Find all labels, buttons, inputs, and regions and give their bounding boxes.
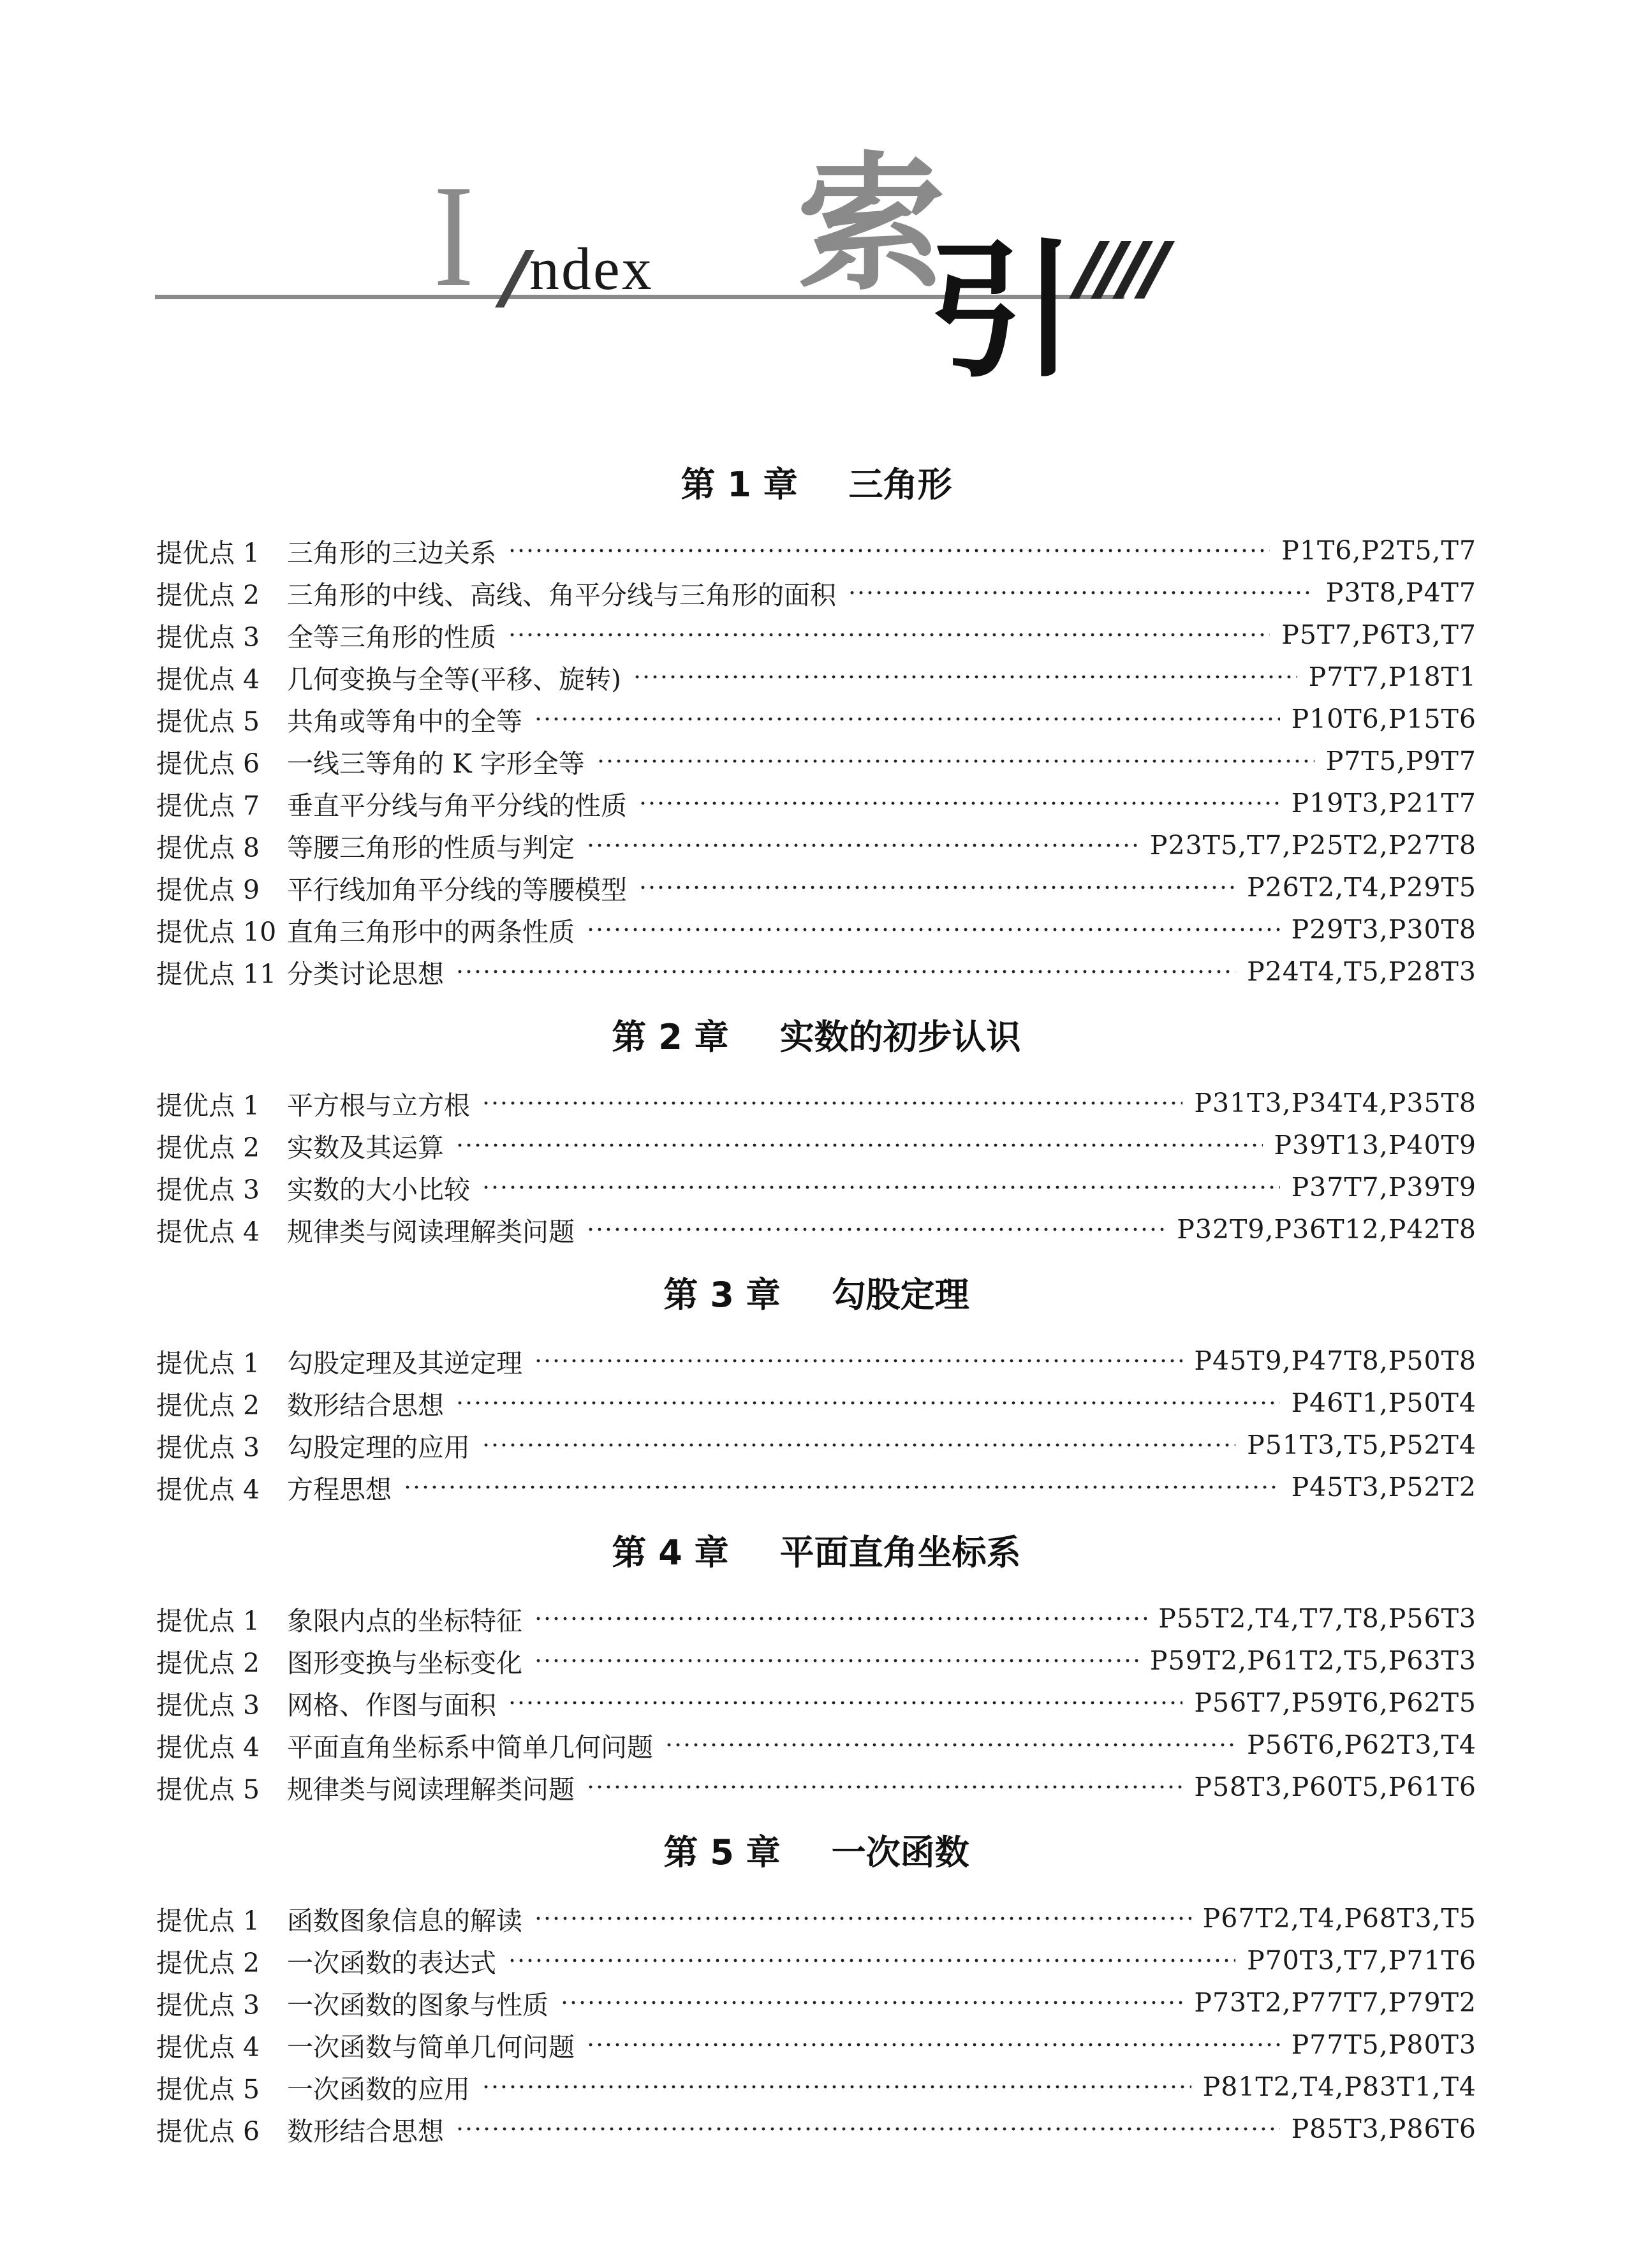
header-stripes-decoration — [1084, 241, 1199, 299]
dot-leader — [586, 1784, 1182, 1790]
dot-leader — [455, 2126, 1280, 2131]
dot-leader — [596, 759, 1314, 764]
index-entry[interactable] — [156, 530, 1476, 572]
entry-topic: 图形变换与坐标变化 — [287, 1647, 522, 1679]
dot-leader — [482, 1442, 1235, 1448]
entry-label: 提优点 1 — [156, 1605, 260, 1636]
entry-label: 提优点 3 — [156, 621, 260, 653]
index-entry[interactable] — [156, 1640, 1476, 1682]
entry-pages: P39T13,P40T9 — [1274, 1130, 1476, 1160]
entry-label: 提优点 1 — [156, 1347, 260, 1379]
dot-leader — [482, 1185, 1280, 1190]
dot-leader — [482, 2084, 1191, 2089]
index-entry[interactable] — [156, 824, 1476, 866]
entry-pages: P46T1,P50T4 — [1291, 1388, 1476, 1418]
chapter-section — [156, 1508, 1476, 1808]
dot-leader — [586, 2042, 1280, 2047]
entry-label: 提优点 1 — [156, 537, 260, 568]
index-entry[interactable] — [156, 1897, 1476, 1939]
index-entry[interactable] — [156, 1597, 1476, 1640]
entry-pages: P24T4,T5,P28T3 — [1247, 956, 1476, 987]
dot-leader — [586, 927, 1280, 932]
entry-pages: P77T5,P80T3 — [1291, 2029, 1476, 2060]
entry-label: 提优点 8 — [156, 832, 260, 863]
chapter-number: 第 4 章 — [612, 1532, 729, 1573]
entry-topic: 一线三等角的 K 字形全等 — [287, 748, 585, 779]
chapter-title — [156, 1508, 1476, 1597]
dot-leader — [508, 548, 1270, 553]
entry-label: 提优点 7 — [156, 790, 260, 821]
entry-topic: 三角形的中线、高线、角平分线与三角形的面积 — [287, 579, 836, 611]
entry-topic: 等腰三角形的性质与判定 — [287, 832, 575, 863]
index-entry[interactable] — [156, 1682, 1476, 1724]
entry-label: 提优点 6 — [156, 2116, 260, 2147]
entry-pages: P58T3,P60T5,P61T6 — [1194, 1772, 1476, 1802]
index-entry[interactable] — [156, 1208, 1476, 1250]
dot-leader — [482, 1101, 1182, 1106]
index-content — [156, 440, 1476, 2150]
dot-leader — [586, 1227, 1165, 1232]
entry-pages: P45T3,P52T2 — [1291, 1472, 1476, 1502]
entry-topic: 平行线加角平分线的等腰模型 — [287, 874, 627, 905]
dot-leader — [508, 1700, 1182, 1705]
index-entry[interactable] — [156, 740, 1476, 782]
chapter-name: 一次函数 — [831, 1832, 969, 1872]
entry-topic: 勾股定理的应用 — [287, 1432, 470, 1463]
dot-leader — [848, 590, 1314, 595]
entry-pages: P19T3,P21T7 — [1291, 788, 1476, 819]
entry-pages: P31T3,P34T4,P35T8 — [1194, 1088, 1476, 1118]
entry-label: 提优点 3 — [156, 1432, 260, 1463]
entry-label: 提优点 3 — [156, 1174, 260, 1205]
index-entry[interactable] — [156, 656, 1476, 698]
entry-pages: P7T7,P18T1 — [1308, 662, 1476, 692]
entry-topic: 网格、作图与面积 — [287, 1689, 496, 1721]
chapter-number: 第 3 章 — [663, 1275, 781, 1315]
entry-pages: P85T3,P86T6 — [1291, 2114, 1476, 2144]
chapter-section — [156, 993, 1476, 1250]
dot-leader — [455, 1143, 1263, 1148]
entry-label: 提优点 2 — [156, 1947, 260, 1978]
chapter-name: 勾股定理 — [831, 1275, 969, 1315]
entry-pages: P70T3,T7,P71T6 — [1247, 1945, 1476, 1976]
entry-pages: P23T5,T7,P25T2,P27T8 — [1149, 830, 1476, 861]
chapter-title — [156, 440, 1476, 530]
entry-label: 提优点 5 — [156, 1774, 260, 1805]
entry-label: 提优点 4 — [156, 663, 260, 695]
dot-leader — [638, 801, 1280, 806]
entry-label: 提优点 2 — [156, 1132, 260, 1163]
dot-leader — [633, 674, 1297, 679]
entry-pages: P7T5,P9T7 — [1325, 746, 1476, 776]
dot-leader — [508, 1958, 1235, 1963]
entry-pages: P5T7,P6T3,T7 — [1281, 619, 1476, 650]
entry-label: 提优点 10 — [156, 916, 277, 947]
entry-topic: 一次函数与简单几何问题 — [287, 2031, 575, 2063]
entry-topic: 勾股定理及其逆定理 — [287, 1347, 522, 1379]
entry-pages: P37T7,P39T9 — [1291, 1172, 1476, 1203]
entry-label: 提优点 4 — [156, 1216, 260, 1247]
entry-topic: 三角形的三边关系 — [287, 537, 496, 568]
entry-topic: 规律类与阅读理解类问题 — [287, 1216, 575, 1247]
header-cjk-second: 引 — [928, 225, 1077, 397]
entry-pages: P56T7,P59T6,P62T5 — [1194, 1687, 1476, 1718]
entry-label: 提优点 2 — [156, 1390, 260, 1421]
entry-label: 提优点 2 — [156, 1647, 260, 1679]
index-entry[interactable] — [156, 2066, 1476, 2108]
index-entry[interactable] — [156, 1166, 1476, 1208]
entry-label: 提优点 1 — [156, 1090, 260, 1121]
header-latin-rest: ndex — [529, 236, 654, 302]
entry-topic: 实数及其运算 — [287, 1132, 444, 1163]
index-entry[interactable] — [156, 1724, 1476, 1766]
entry-pages: P1T6,P2T5,T7 — [1281, 535, 1476, 566]
dot-leader — [455, 1400, 1280, 1405]
entry-label: 提优点 5 — [156, 2073, 260, 2105]
entry-topic: 全等三角形的性质 — [287, 621, 496, 653]
entry-label: 提优点 2 — [156, 579, 260, 611]
entry-pages: P81T2,T4,P83T1,T4 — [1202, 2072, 1476, 2102]
entry-label: 提优点 4 — [156, 1731, 260, 1763]
entry-label: 提优点 6 — [156, 748, 260, 779]
index-entry[interactable] — [156, 1124, 1476, 1166]
entry-topic: 数形结合思想 — [287, 1390, 444, 1421]
index-entry[interactable] — [156, 572, 1476, 614]
dot-leader — [455, 969, 1235, 974]
entry-label: 提优点 5 — [156, 706, 260, 737]
entry-pages: P3T8,P4T7 — [1325, 577, 1476, 608]
entry-pages: P67T2,T4,P68T3,T5 — [1202, 1903, 1476, 1934]
entry-topic: 平面直角坐标系中简单几何问题 — [287, 1731, 653, 1763]
entry-label: 提优点 3 — [156, 1989, 260, 2020]
chapter-name: 平面直角坐标系 — [779, 1532, 1021, 1573]
dot-leader — [665, 1742, 1235, 1747]
index-entry[interactable] — [156, 1424, 1476, 1466]
chapter-title — [156, 1808, 1476, 1897]
index-entry[interactable] — [156, 1082, 1476, 1124]
index-header — [0, 0, 1627, 408]
chapter-number: 第 2 章 — [612, 1017, 729, 1057]
entry-pages: P59T2,P61T2,T5,P63T3 — [1149, 1645, 1476, 1676]
entry-topic: 一次函数的表达式 — [287, 1947, 496, 1978]
index-entry[interactable] — [156, 908, 1476, 951]
chapter-name: 三角形 — [848, 464, 952, 505]
entry-pages: P29T3,P30T8 — [1291, 914, 1476, 945]
entry-topic: 实数的大小比较 — [287, 1174, 470, 1205]
index-entry[interactable] — [156, 614, 1476, 656]
entry-label: 提优点 4 — [156, 2031, 260, 2063]
index-entry[interactable] — [156, 1939, 1476, 1982]
header-latin-initial: I — [434, 154, 474, 317]
entry-pages: P32T9,P36T12,P42T8 — [1177, 1214, 1476, 1245]
index-entry[interactable] — [156, 1382, 1476, 1424]
index-entry[interactable] — [156, 2024, 1476, 2066]
chapter-title — [156, 1250, 1476, 1340]
chapter-section — [156, 440, 1476, 993]
dot-leader — [534, 716, 1280, 722]
entry-label: 提优点 1 — [156, 1905, 260, 1936]
dot-leader — [403, 1485, 1280, 1490]
dot-leader — [638, 885, 1235, 890]
entry-pages: P10T6,P15T6 — [1291, 704, 1476, 734]
entry-topic: 分类讨论思想 — [287, 958, 444, 989]
entry-topic: 直角三角形中的两条性质 — [287, 916, 575, 947]
entry-label: 提优点 3 — [156, 1689, 260, 1721]
chapter-section — [156, 1808, 1476, 2150]
entry-label: 提优点 11 — [156, 958, 277, 989]
index-entry[interactable] — [156, 782, 1476, 824]
index-entry[interactable] — [156, 1340, 1476, 1382]
entry-label: 提优点 9 — [156, 874, 260, 905]
index-entry[interactable] — [156, 2108, 1476, 2150]
entry-topic: 垂直平分线与角平分线的性质 — [287, 790, 627, 821]
entry-topic: 几何变换与全等(平移、旋转) — [287, 663, 621, 695]
entry-pages: P73T2,P77T7,P79T2 — [1194, 1987, 1476, 2018]
entry-topic: 一次函数的应用 — [287, 2073, 470, 2105]
entry-topic: 象限内点的坐标特征 — [287, 1605, 522, 1636]
chapter-name: 实数的初步认识 — [779, 1017, 1021, 1057]
entry-pages: P56T6,P62T3,T4 — [1247, 1730, 1476, 1760]
entry-pages: P55T2,T4,T7,T8,P56T3 — [1158, 1603, 1476, 1634]
index-entry[interactable] — [156, 1466, 1476, 1508]
entry-pages: P26T2,T4,P29T5 — [1247, 872, 1476, 903]
chapter-number: 第 1 章 — [681, 464, 798, 505]
entry-label: 提优点 4 — [156, 1474, 260, 1505]
entry-pages: P45T9,P47T8,P50T8 — [1194, 1345, 1476, 1376]
header-cjk-first: 索 — [797, 138, 946, 311]
index-entry[interactable] — [156, 698, 1476, 740]
chapter-title — [156, 993, 1476, 1082]
entry-topic: 规律类与阅读理解类问题 — [287, 1774, 575, 1805]
index-entry[interactable] — [156, 866, 1476, 908]
chapter-section — [156, 1250, 1476, 1508]
chapter-number: 第 5 章 — [663, 1832, 781, 1872]
entry-topic: 函数图象信息的解读 — [287, 1905, 522, 1936]
dot-leader — [534, 1616, 1147, 1621]
dot-leader — [534, 1358, 1182, 1363]
dot-leader — [534, 1658, 1138, 1663]
entry-topic: 方程思想 — [287, 1474, 392, 1505]
entry-topic: 一次函数的图象与性质 — [287, 1989, 548, 2020]
index-entry[interactable] — [156, 1982, 1476, 2024]
dot-leader — [508, 632, 1270, 637]
entry-topic: 平方根与立方根 — [287, 1090, 470, 1121]
dot-leader — [560, 2000, 1182, 2005]
entry-topic: 共角或等角中的全等 — [287, 706, 522, 737]
entry-topic: 数形结合思想 — [287, 2116, 444, 2147]
index-entry[interactable] — [156, 1766, 1476, 1808]
dot-leader — [586, 843, 1138, 848]
entry-pages: P51T3,T5,P52T4 — [1247, 1430, 1476, 1460]
index-entry[interactable] — [156, 951, 1476, 993]
dot-leader — [534, 1916, 1191, 1921]
